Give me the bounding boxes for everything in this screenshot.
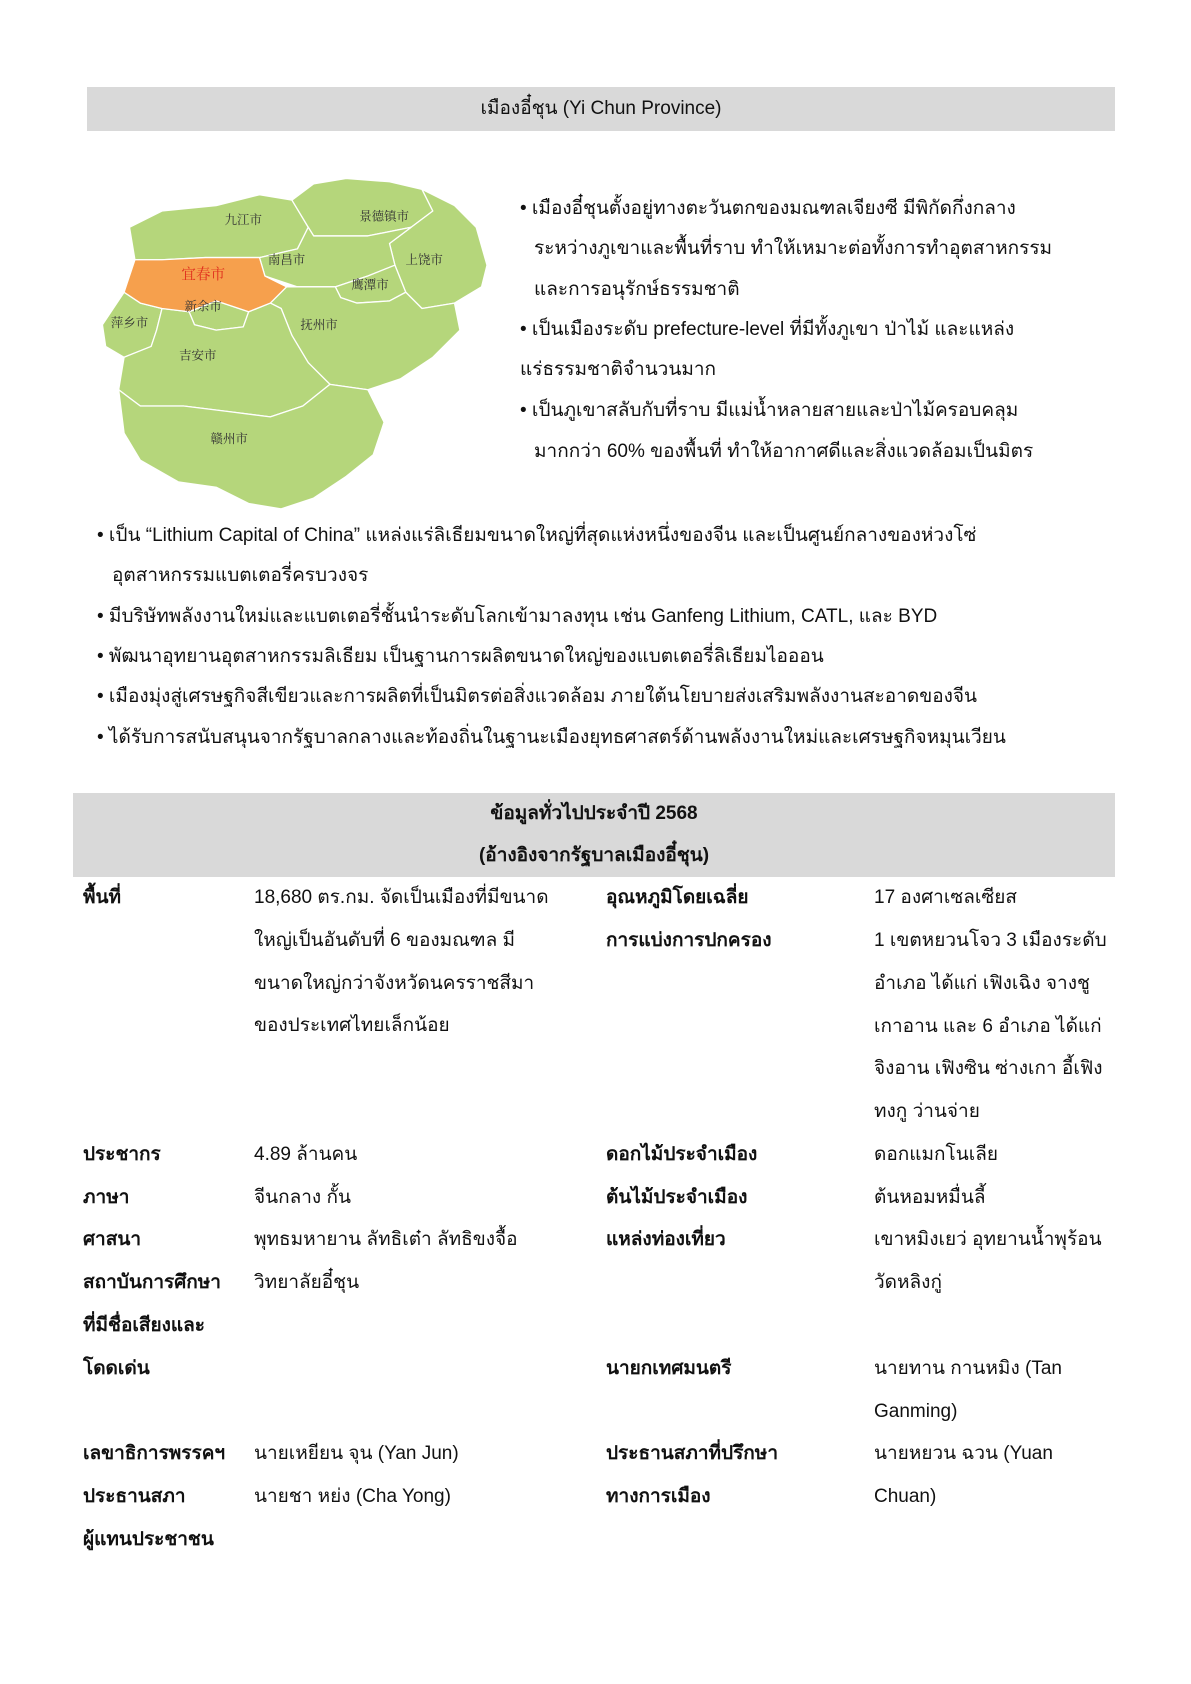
info-label: ดอกไม้ประจำเมือง <box>606 1144 758 1165</box>
fact-bullet-line: • พัฒนาอุทยานอุตสาหกรรมลิเธียม เป็นฐานการผลิตขนาดใหญ่ของแบตเตอรี่ลิเธียมไอออน <box>97 646 824 667</box>
info-value: วิทยาลัยอี๋ชุน <box>254 1272 360 1293</box>
intro-bullet-line: • เป็นภูเขาสลับกับที่ราบ มีแม่น้ำหลายสายและป่าไม้ครอบคลุม <box>520 400 1019 421</box>
map-region-jiujiang <box>130 195 309 260</box>
info-value: 1 เขตหยวนโจว 3 เมืองระดับ อำเภอ ได้แก่ เฟิงเฉิง จางชู เกาอาน และ 6 อำเภอ ได้แก่ จิงอาน เฟิงซิน ซ่างเกา อี้เฟิง ทงกู ว่านจ่าย <box>874 930 1107 1123</box>
map-label-jingdezhen: 景德镇市 <box>359 208 409 224</box>
intro-bullet-line: • เป็นเมืองระดับ prefecture-level ที่มีทั้งภูเขา ป่าไม้ และแหล่ง <box>520 319 1015 340</box>
info-value: นายเหยียน จุน (Yan Jun) <box>254 1443 459 1464</box>
info-heading: ข้อมูลทั่วไปประจำปี 2568 <box>490 803 698 824</box>
intro-bullet-line: ระหว่างภูเขาและพื้นที่ราบ ทำให้เหมาะต่อทั้งการทำอุตสาหกรรม <box>534 238 1053 259</box>
map-label-nanchang: 南昌市 <box>267 252 306 268</box>
fact-bullet-line: • ได้รับการสนับสนุนจากรัฐบาลกลางและท้องถิ่นในฐานะเมืองยุทธศาสตร์ด้านพลังงานใหม่และเศรษฐกิจหมุนเวียน <box>97 727 1006 748</box>
info-value: นายทาน กานหมิง (Tan Ganming) <box>874 1358 1062 1422</box>
info-label: ประชากร <box>83 1144 161 1165</box>
info-label: แหล่งท่องเที่ยว <box>606 1229 726 1250</box>
info-label: อุณหภูมิโดยเฉลี่ย <box>606 887 749 908</box>
fact-bullet-line: • เป็น “Lithium Capital of China” แหล่งแร่ลิเธียมขนาดใหญ่ที่สุดแห่งหนึ่งของจีน และเป็นศูนย์กลางของห่วงโซ่ <box>97 525 977 546</box>
info-label: เลขาธิการพรรคฯ <box>83 1443 226 1464</box>
map-label-xinyu: 新余市 <box>184 298 222 314</box>
info-value: จีนกลาง กั้น <box>254 1187 351 1208</box>
province-map <box>97 173 487 509</box>
info-label: การแบ่งการปกครอง <box>606 930 772 951</box>
map-label-ganzhou: 赣州市 <box>210 430 248 446</box>
info-label: ประธานสภา ผู้แทนประชาชน <box>83 1486 214 1550</box>
info-value: พุทธมหายาน ลัทธิเต๋า ลัทธิขงจื้อ <box>254 1229 518 1250</box>
map-label-jian: 吉安市 <box>179 347 217 363</box>
info-value: ต้นหอมหมื่นลี้ <box>874 1187 986 1208</box>
page-title: เมืองอี๋ชุน (Yi Chun Province) <box>480 98 722 119</box>
info-value: เขาหมิงเยว่ อุทยานน้ำพุร้อน วัดหลิงกู่ <box>874 1229 1102 1293</box>
map-label-yingtan: 鹰潭市 <box>351 277 389 292</box>
info-label: ภาษา <box>83 1187 130 1208</box>
intro-bullet-line: แร่ธรรมชาติจำนวนมาก <box>520 359 717 380</box>
info-label: ต้นไม้ประจำเมือง <box>606 1187 748 1208</box>
fact-bullet-line: • มีบริษัทพลังงานใหม่และแบตเตอรี่ชั้นนำระดับโลกเข้ามาลงทุน เช่น Ganfeng Lithium, CATL, และ BYD <box>97 606 938 627</box>
page-title-bar <box>87 87 1115 131</box>
info-value: นายหยวน ฉวน (Yuan Chuan) <box>874 1443 1053 1507</box>
info-value: นายชา หย่ง (Cha Yong) <box>254 1486 451 1507</box>
fact-bullet-line: • เมืองมุ่งสู่เศรษฐกิจสีเขียวและการผลิตที่เป็นมิตรต่อสิ่งแวดล้อม ภายใต้นโยบายส่งเสริมพลังงานสะอาดของจีน <box>97 686 978 707</box>
intro-bullet-line: และการอนุรักษ์ธรรมชาติ <box>534 279 740 300</box>
info-value: 4.89 ล้านคน <box>254 1144 358 1165</box>
info-label: พื้นที่ <box>83 887 122 908</box>
fact-bullet-line: อุตสาหกรรมแบตเตอรี่ครบวงจร <box>112 565 369 586</box>
map-label-fuzhou: 抚州市 <box>300 317 338 333</box>
info-label: สถาบันการศึกษา ที่มีชื่อเสียงและ โดดเด่น <box>83 1272 221 1379</box>
info-label: นายกเทศมนตรี <box>606 1358 732 1379</box>
intro-bullet-line: มากกว่า 60% ของพื้นที่ ทำให้อากาศดีและสิ่งแวดล้อมเป็นมิตร <box>534 441 1034 462</box>
info-label: ศาสนา <box>83 1229 141 1250</box>
info-value: 17 องศาเซลเซียส <box>874 887 1017 908</box>
info-value: ดอกแมกโนเลีย <box>874 1144 998 1165</box>
map-label-pingxiang: 萍乡市 <box>110 314 149 330</box>
info-header-bar <box>73 793 1115 877</box>
info-source: (อ้างอิงจากรัฐบาลเมืองอี๋ชุน) <box>478 845 710 866</box>
map-label-jiujiang: 九江市 <box>224 212 262 227</box>
info-value: 18,680 ตร.กม. จัดเป็นเมืองที่มีขนาด ใหญ่เป็นอันดับที่ 6 ของมณฑล มี ขนาดใหญ่กว่าจังหวัดนครราชสีมา ของประเทศไทยเล็กน้อย <box>254 887 549 1037</box>
intro-bullet-line: • เมืองอี๋ชุนตั้งอยู่ทางตะวันตกของมณฑลเจียงซี มีพิกัดกึ่งกลาง <box>520 198 1016 219</box>
info-label: ประธานสภาที่ปรึกษา ทางการเมือง <box>606 1443 779 1507</box>
map-label-shangrao: 上饶市 <box>405 252 443 268</box>
map-label-yichun: 宜春市 <box>181 266 226 284</box>
